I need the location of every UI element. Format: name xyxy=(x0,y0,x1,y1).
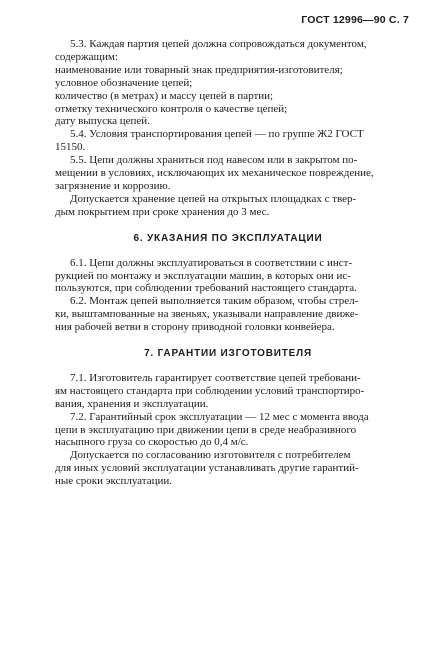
document-body xyxy=(55,38,401,488)
list-item: условное обозначение цепей; xyxy=(55,76,193,89)
paragraph-7-1 xyxy=(55,372,401,411)
text-line: загрязнение и коррозию. xyxy=(55,179,171,192)
paragraph-5-5 xyxy=(55,154,401,193)
text-line: ям настоящего стандарта при соблюдении условий транспортиро- xyxy=(55,384,365,397)
text-line: 7.1. Изготовитель гарантирует соответствие цепей требовани- xyxy=(70,371,361,384)
text-line: 5.3. Каждая партия цепей должна сопровождаться документом, xyxy=(70,38,367,50)
list-item: количество (в метрах) и массу цепей в партии; xyxy=(55,89,274,102)
paragraph-5-3 xyxy=(55,38,401,128)
text-line: рукцией по монтажу и эксплуатации машин, в которых они ис- xyxy=(55,269,351,282)
section-7-title: 7. ГАРАНТИИ ИЗГОТОВИТЕЛЯ xyxy=(144,348,312,360)
paragraph-7-2 xyxy=(55,411,401,450)
text-line: ные сроки эксплуатации. xyxy=(55,475,173,488)
text-line: Допускается по согласованию изготовителя с потребителем xyxy=(70,449,351,462)
text-line: цепи в эксплуатацию при движении цепи в среде неабразивного xyxy=(55,423,357,436)
paragraph-5-4 xyxy=(55,128,401,154)
paragraph-7-2-agreement xyxy=(55,449,401,488)
text-line: 7.2. Гарантийный срок эксплуатации — 12 мес с момента ввода xyxy=(70,410,369,423)
text-line: 6.1. Цепи должны эксплуатироваться в соответствии с инст- xyxy=(70,256,353,269)
text-line: Допускается хранение цепей на открытых площадках с твер- xyxy=(70,192,357,205)
text-line: пользуются, при соблюдении требований настоящего стандарта. xyxy=(55,282,357,295)
section-6-title: 6. УКАЗАНИЯ ПО ЭКСПЛУАТАЦИИ xyxy=(133,232,323,244)
text-line: мещении в условиях, исключающих их механическое повреждение, xyxy=(55,167,374,180)
paragraph-6-2 xyxy=(55,295,401,334)
text-line: 15150. xyxy=(55,141,86,154)
text-line: 5.5. Цепи должны храниться под навесом или в закрытом по- xyxy=(70,154,358,167)
text-line: содержащим: xyxy=(55,50,118,63)
list-item: отметку технического контроля о качестве цепей; xyxy=(55,102,288,115)
list-item: дату выпуска цепей. xyxy=(55,115,150,128)
text-line: вания, хранения и эксплуатации. xyxy=(55,397,209,410)
text-line: 5.4. Условия транспортирования цепей — по группе Ж2 ГОСТ xyxy=(70,128,364,141)
text-line: 6.2. Монтаж цепей выполняется таким образом, чтобы стрел- xyxy=(70,295,359,308)
paragraph-5-5-storage xyxy=(55,193,401,219)
text-line: дым покрытием при сроке хранения до 3 мес. xyxy=(55,205,270,218)
text-line: ния рабочей ветви в сторону приводной головки конвейера. xyxy=(55,321,335,334)
paragraph-6-1 xyxy=(55,257,401,296)
page-header: ГОСТ 12996—90 С. 7 xyxy=(301,14,409,26)
text-line: насыпного груза со скоростью до 0,4 м/с. xyxy=(55,436,249,449)
list-item: наименование или товарный знак предприятия-изготовителя; xyxy=(55,63,343,76)
text-line: ки, выштампованные на звеньях, указывали направление движе- xyxy=(55,308,359,321)
text-line: для иных условий эксплуатации устанавливать другие гарантий- xyxy=(55,462,359,475)
